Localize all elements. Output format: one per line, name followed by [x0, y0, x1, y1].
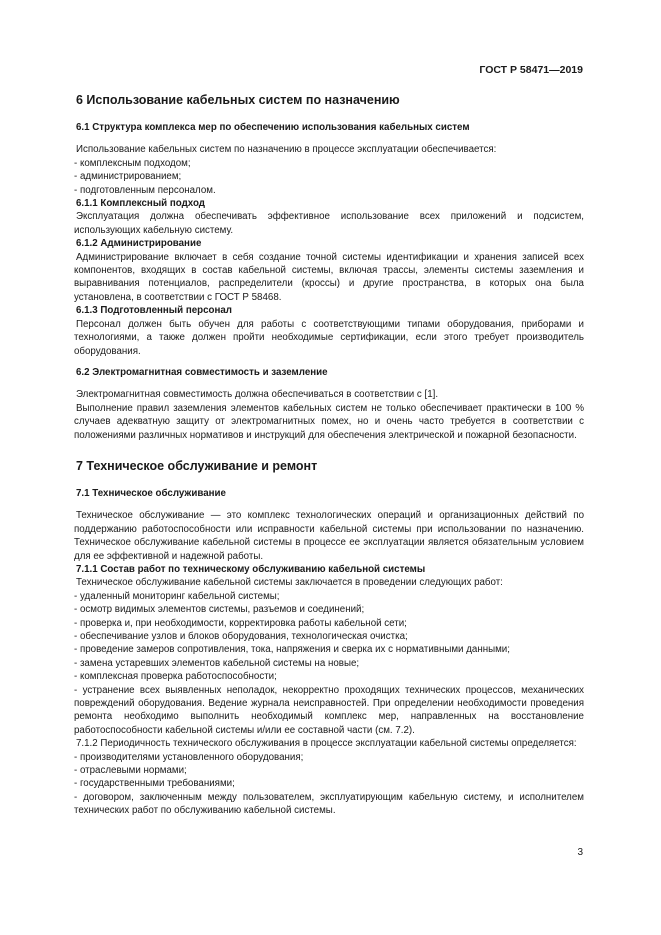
list-item: - замена устаревших элементов кабельной системы на новые;: [74, 657, 360, 669]
section-7-1-1-heading: 7.1.1 Состав работ по техническому обслуживанию кабельной системы: [76, 563, 426, 575]
list-item: - устранение всех выявленных неполадок, некорректно проходящих технических процессов, механических повреждений оборудования. Ведение журнала неисправностей. При определении необходимости проведения ремонта необходимо выполнить необходимый комплекс мер, направленных на восстановление работоспособности кабельной системы и/или ее составной части (см. 7.2).: [74, 684, 584, 736]
list-item: - комплексным подходом;: [74, 157, 191, 169]
section-6-1-2-text: Администрирование включает в себя создание точной системы идентификации и хранения записей всех компонентов, входящих в состав кабельной системы, включая трассы, элементы системы заземления и выравнивания потенциалов, распределители (кроссы) и другие пространства, в которых она была установлена, в соответствии с ГОСТ Р 58468.: [74, 251, 584, 303]
list-item: - обеспечивание узлов и блоков оборудования, технологическая очистка;: [74, 631, 408, 642]
list-item: - проверка и, при необходимости, корректировка работы кабельной сети;: [74, 617, 407, 629]
list-item: - администрированием;: [74, 171, 182, 183]
section-6-1-2-heading: 6.1.2 Администрирование: [76, 238, 202, 250]
section-7-heading: 7 Техническое обслуживание и ремонт: [76, 458, 318, 473]
section-7-1-heading: 7.1 Техническое обслуживание: [76, 487, 226, 499]
list-item: - осмотр видимых элементов системы, разъемов и соединений;: [74, 604, 365, 616]
list-item: - проведение замеров сопротивления, тока, напряжения и сверка их с нормативными данными;: [74, 644, 510, 656]
section-6-1-intro: Использование кабельных систем по назначению в процессе эксплуатации обеспечивается:: [76, 144, 497, 156]
list-item: - комплексная проверка работоспособности;: [74, 671, 277, 683]
section-6-1-heading: 6.1 Структура комплекса мер по обеспечению использования кабельных систем: [76, 122, 470, 133]
page-number: 3: [577, 847, 583, 858]
list-item: - договором, заключенным между пользователем, эксплуатирующим кабельную систему, и исполнителем технических работ по обслуживанию кабельной системы.: [74, 791, 584, 817]
section-6-heading: 6 Использование кабельных систем по назначению: [76, 93, 400, 107]
section-6-1-3-text: Персонал должен быть обучен для работы с соответствующими типами оборудования, приборами и технологиями, а также должен пройти необходимые сертификации, если этого требует производитель оборудования.: [74, 318, 584, 357]
section-6-1-list: [74, 157, 584, 197]
section-7-1-2-list: [74, 751, 584, 818]
list-item: - подготовленным персоналом.: [74, 184, 216, 196]
document-code: ГОСТ Р 58471—2019: [479, 64, 583, 76]
list-item: - производителями установленного оборудования;: [74, 751, 304, 763]
section-7-1-paragraph: Техническое обслуживание — это комплекс технологических операций и организационных действий по поддержанию работоспособности или исправности кабельной системы при использовании по назначению. Техническое обслуживание кабельной системы в процессе ее эксплуатации является обязательным условием для ее эффективной и надежной работы.: [74, 510, 584, 562]
section-6-2-paragraph-1: Электромагнитная совместимость должна обеспечиваться в соответствии с [1].: [76, 389, 439, 401]
section-6-1-3-heading: 6.1.3 Подготовленный персонал: [76, 305, 232, 317]
list-item: - государственными требованиями;: [74, 778, 235, 790]
section-7-1-2-intro: 7.1.2 Периодичность технического обслуживания в процессе эксплуатации кабельной системы определяется:: [76, 738, 577, 750]
section-7-1-1-intro: Техническое обслуживание кабельной системы заключается в проведении следующих работ:: [76, 577, 503, 589]
section-6-1-1-heading: 6.1.1 Комплексный подход: [76, 198, 205, 210]
section-6-2-heading: 6.2 Электромагнитная совместимость и заземление: [76, 366, 328, 378]
section-6-2-paragraph-2: Выполнение правил заземления элементов кабельных систем не только обеспечивает практически в 100 % случаев адекватную защиту от электромагнитных помех, но и очень часто требуется в соответствии с положениями различных нормативов и инструкций для обеспечения электрической и пожарной безопасности.: [74, 402, 584, 441]
list-item: - отраслевыми нормами;: [74, 765, 187, 777]
section-7-1-1-list: [74, 590, 584, 737]
section-6-1-1-text: Эксплуатация должна обеспечивать эффективное использование всех приложений и подсистем, использующих кабельную систему.: [74, 211, 584, 236]
list-item: - удаленный мониторинг кабельной системы;: [74, 590, 280, 602]
document-body: [74, 92, 584, 818]
